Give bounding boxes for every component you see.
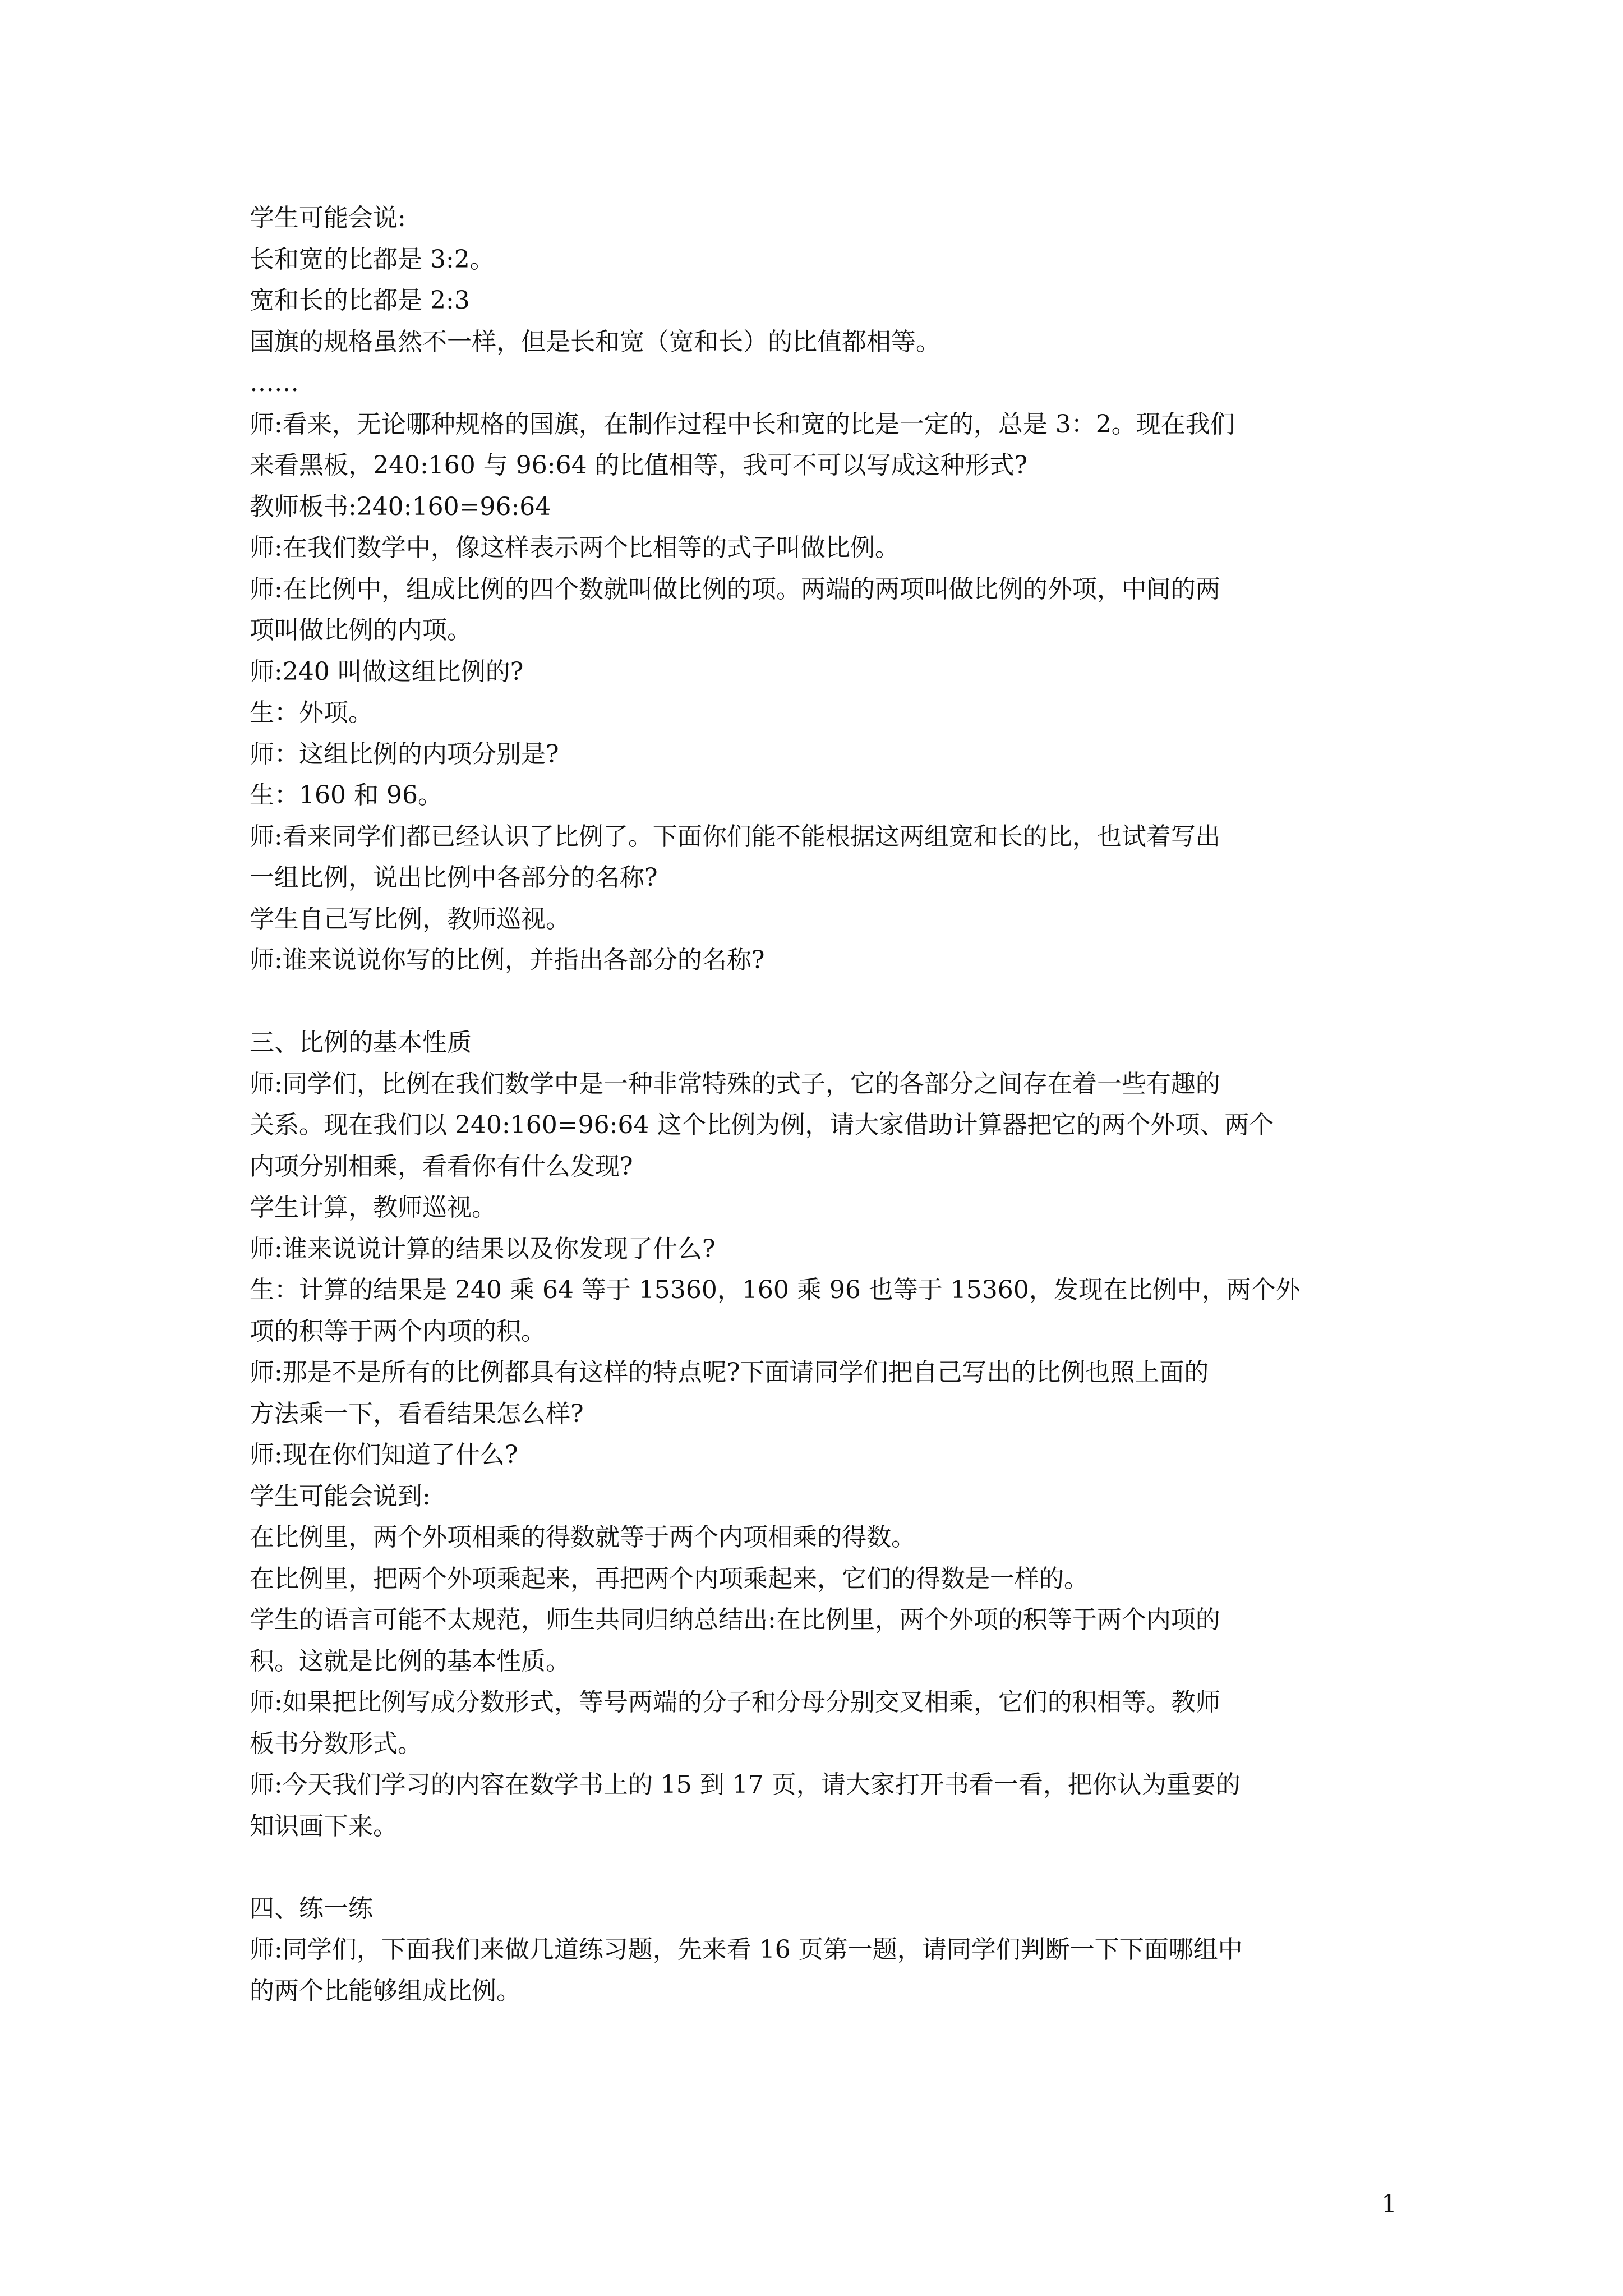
text-line: …… bbox=[250, 369, 299, 397]
text-line: 学生的语言可能不太规范，师生共同归纳总结出:在比例里，两个外项的积等于两个内项的 bbox=[250, 1605, 1220, 1634]
text-line: 关系。现在我们以 240:160=96:64 这个比例为例，请大家借助计算器把它的两个外项、两个 bbox=[250, 1111, 1274, 1139]
text-line: 一组比例，说出比例中各部分的名称? bbox=[250, 863, 658, 892]
text-line: 学生可能会说到: bbox=[250, 1481, 431, 1511]
text-line: 积。这就是比例的基本性质。 bbox=[250, 1646, 570, 1676]
text-line: 项叫做比例的内项。 bbox=[250, 616, 472, 645]
text-line: 在比例里，把两个外项乘起来，再把两个内项乘起来，它们的得数是一样的。 bbox=[250, 1564, 1089, 1593]
blank-line bbox=[250, 1847, 1394, 1888]
text-line: 生：外项。 bbox=[250, 698, 373, 727]
text-line: 国旗的规格虽然不一样，但是长和宽（宽和长）的比值都相等。 bbox=[250, 327, 940, 356]
text-line: 来看黑板，240:160 与 96:64 的比值相等，我可不可以写成这种形式? bbox=[250, 451, 1028, 480]
text-line: 方法乘一下，看看结果怎么样? bbox=[250, 1399, 584, 1428]
text-line: 宽和长的比都是 2:3 bbox=[250, 286, 470, 315]
text-line: 知识画下来。 bbox=[250, 1811, 398, 1841]
text-line: 学生自己写比例，教师巡视。 bbox=[250, 904, 570, 933]
section-heading: 四、练一练 bbox=[250, 1894, 373, 1923]
section-heading: 三、比例的基本性质 bbox=[250, 1028, 472, 1057]
text-line: 在比例里，两个外项相乘的得数就等于两个内项相乘的得数。 bbox=[250, 1523, 916, 1552]
text-line: 师：这组比例的内项分别是? bbox=[250, 739, 559, 769]
blank-line bbox=[250, 981, 1394, 1023]
text-line: 长和宽的比都是 3:2。 bbox=[250, 245, 495, 274]
text-line: 学生计算，教师巡视。 bbox=[250, 1193, 496, 1222]
text-line: 教师板书:240:160=96:64 bbox=[250, 492, 551, 521]
text-line: 师:谁来说说你写的比例，并指出各部分的名称? bbox=[250, 946, 765, 974]
text-line: 项的积等于两个内项的积。 bbox=[250, 1317, 546, 1346]
text-line: 板书分数形式。 bbox=[250, 1729, 422, 1758]
text-line: 师:今天我们学习的内容在数学书上的 15 到 17 页，请大家打开书看一看，把你认为重要的 bbox=[250, 1770, 1241, 1799]
text-line: 师:同学们，比例在我们数学中是一种非常特殊的式子，它的各部分之间存在着一些有趣的 bbox=[250, 1069, 1220, 1098]
text-line: 内项分别相乘，看看你有什么发现? bbox=[250, 1152, 633, 1181]
text-line: 师:谁来说说计算的结果以及你发现了什么? bbox=[250, 1234, 716, 1263]
text-line: 生：计算的结果是 240 乘 64 等于 15360，160 乘 96 也等于 15360，发现在比例中，两个外 bbox=[250, 1276, 1301, 1304]
text-line: 师:240 叫做这组比例的? bbox=[250, 657, 524, 686]
page-number: 1 bbox=[1381, 2190, 1397, 2219]
text-line: 师:同学们，下面我们来做几道练习题，先来看 16 页第一题，请同学们判断一下下面哪组中 bbox=[250, 1935, 1243, 1964]
text-line: 师:看来同学们都已经认识了比例了。下面你们能不能根据这两组宽和长的比，也试着写出 bbox=[250, 822, 1220, 851]
document-body bbox=[250, 197, 1394, 2012]
text-line: 师:在比例中，组成比例的四个数就叫做比例的项。两端的两项叫做比例的外项，中间的两 bbox=[250, 574, 1220, 604]
text-line: 师:现在你们知道了什么? bbox=[250, 1441, 518, 1469]
text-line: 师:在我们数学中，像这样表示两个比相等的式子叫做比例。 bbox=[250, 533, 900, 562]
text-line: 师:如果把比例写成分数形式，等号两端的分子和分母分别交叉相乘，它们的积相等。教师 bbox=[250, 1688, 1220, 1717]
text-line: 师:看来，无论哪种规格的国旗，在制作过程中长和宽的比是一定的，总是 3：2。现在我们 bbox=[250, 409, 1235, 439]
text-line: 学生可能会说: bbox=[250, 204, 406, 232]
text-line: 的两个比能够组成比例。 bbox=[250, 1976, 521, 2005]
text-line: 师:那是不是所有的比例都具有这样的特点呢?下面请同学们把自己写出的比例也照上面的 bbox=[250, 1358, 1209, 1387]
text-line: 生：160 和 96。 bbox=[250, 781, 442, 809]
